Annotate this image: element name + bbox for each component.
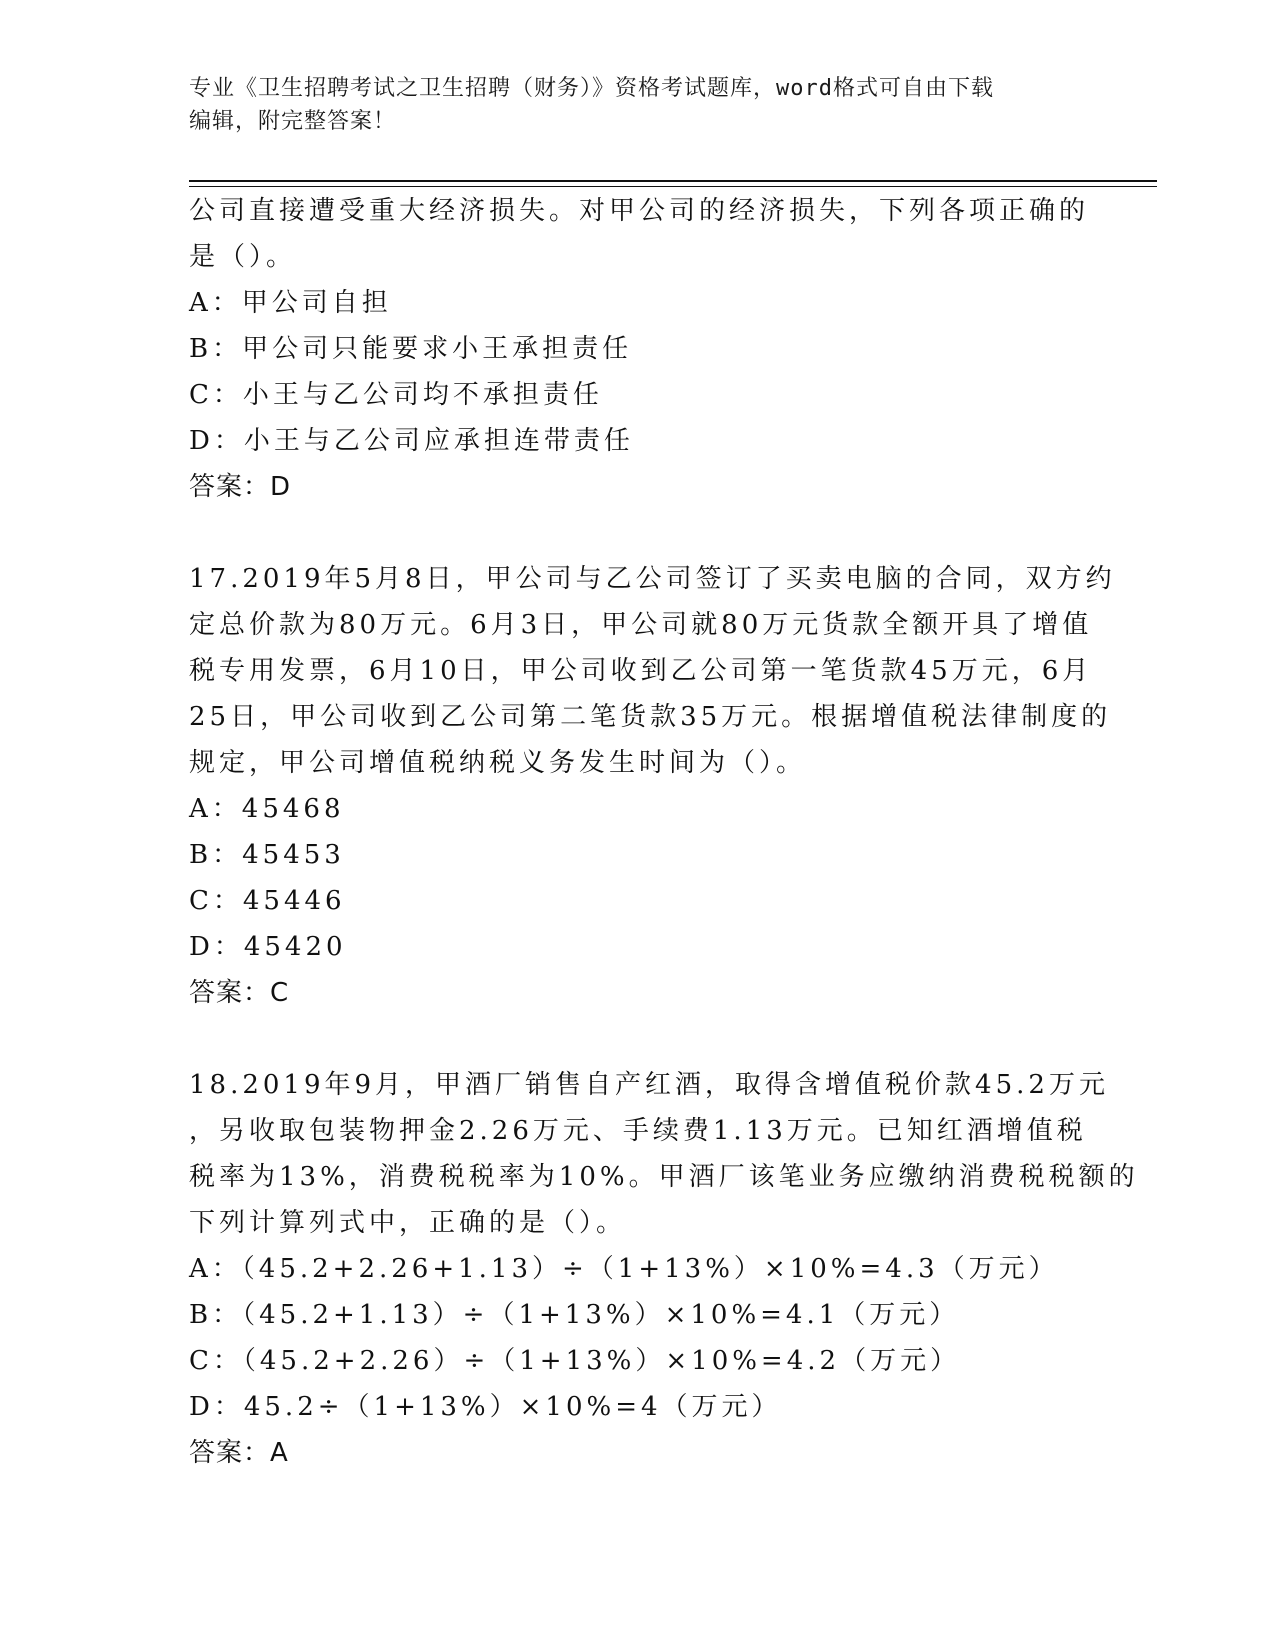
option-c: C：45446 [189,886,346,916]
question-stem-line: 税专用发票，6月10日，甲公司收到乙公司第一笔货款45万元，6月 [189,656,1093,686]
answer-line: 答案：C [189,978,290,1008]
question-content [189,188,1139,1476]
question-17 [189,556,1116,1016]
option-b: B：45453 [189,840,345,870]
header-line-1: 专业《卫生招聘考试之卫生招聘（财务）》资格考试题库，word格式可自由下载 [189,76,994,101]
spacer [189,1016,1089,1062]
question-18 [189,1062,1139,1476]
header-rule-thin [189,186,1157,187]
question-stem-line: 18.2019年9月，甲酒厂销售自产红酒，取得含增值税价款45.2万元 [189,1070,1109,1100]
option-c: C：小王与乙公司均不承担责任 [189,380,603,410]
option-c: C：（45.2+2.26）÷（1+13%）×10%=4.2（万元） [189,1346,961,1376]
answer-line: 答案：A [189,1438,289,1468]
option-d: D：小王与乙公司应承担连带责任 [189,426,634,456]
question-16 [189,188,1089,510]
question-stem-line: 规定，甲公司增值税纳税义务发生时间为（）。 [189,748,807,778]
option-b: B：甲公司只能要求小王承担责任 [189,334,633,364]
option-a: A：甲公司自担 [189,288,392,318]
question-stem-line: ，另收取包装物押金2.26万元、手续费1.13万元。已知红酒增值税 [189,1116,1087,1146]
question-stem-line: 25日，甲公司收到乙公司第二笔货款35万元。根据增值税法律制度的 [189,702,1112,732]
question-stem-line: 下列计算列式中，正确的是（）。 [189,1208,627,1238]
document-header [189,72,1089,138]
header-line-2: 编辑，附完整答案！ [189,109,397,134]
header-rule-thick [189,180,1157,182]
answer-line: 答案：D [189,472,292,502]
option-d: D：45420 [189,932,347,962]
question-stem-line: 税率为13%，消费税税率为10%。甲酒厂该笔业务应缴纳消费税税额的 [189,1162,1139,1192]
option-b: B：（45.2+1.13）÷（1+13%）×10%=4.1（万元） [189,1300,960,1330]
option-a: A：45468 [189,794,345,824]
question-stem-line: 定总价款为80万元。6月3日，甲公司就80万元货款全额开具了增值 [189,610,1093,640]
option-a: A：（45.2+2.26+1.13）÷（1+13%）×10%=4.3（万元） [189,1254,1059,1284]
spacer [189,510,1089,556]
option-d: D：45.2÷（1+13%）×10%=4（万元） [189,1392,782,1422]
question-stem-line: 公司直接遭受重大经济损失。对甲公司的经济损失，下列各项正确的 [189,196,1090,226]
question-stem-line: 17.2019年5月8日，甲公司与乙公司签订了买卖电脑的合同，双方约 [189,564,1116,594]
question-stem-line: 是（）。 [189,242,297,272]
